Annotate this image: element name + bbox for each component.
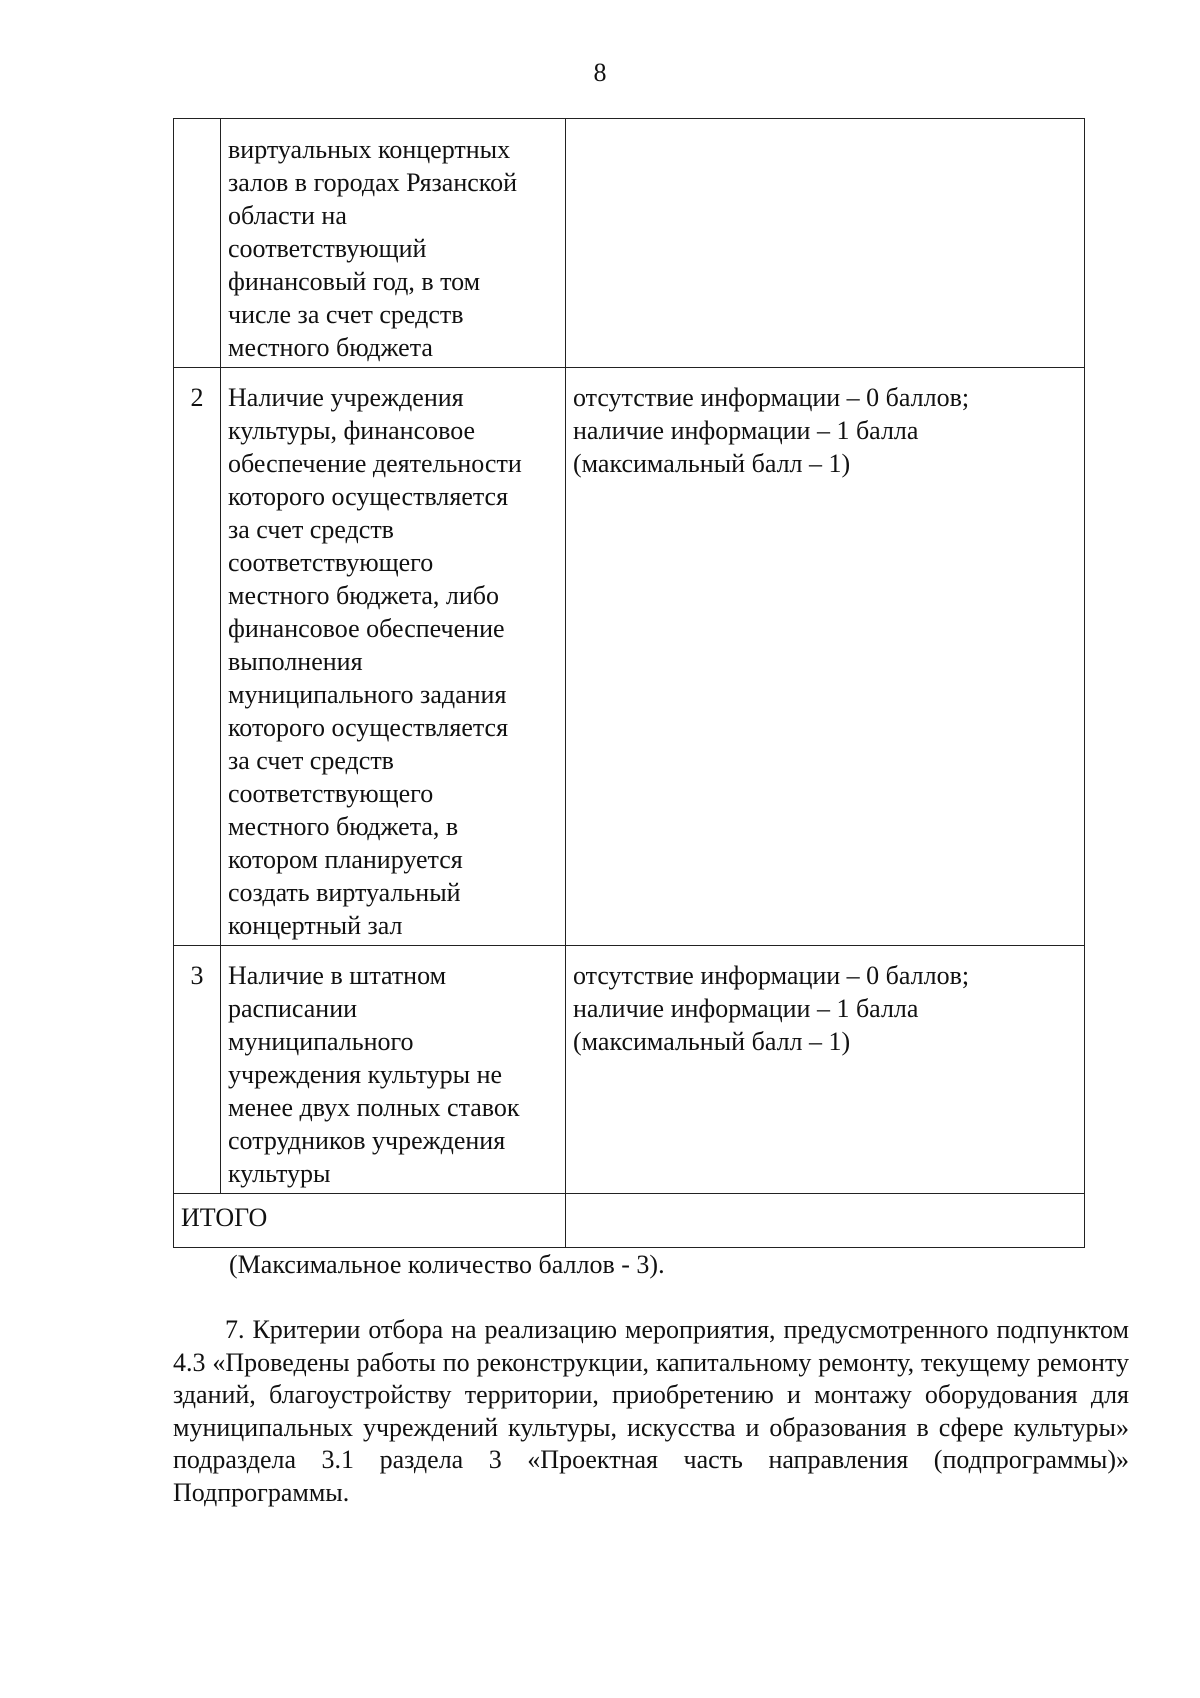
- page-number: 8: [593, 58, 607, 87]
- score-text: отсутствие информации – 0 баллов; наличие информации – 1 балла (максимальный балл – 1): [566, 946, 1085, 1194]
- total-row: [174, 1194, 1085, 1248]
- total-value: [566, 1194, 1085, 1248]
- table-row: [174, 368, 1085, 946]
- criterion-text: виртуальных концертных залов в городах Рязанской области на соответствующий финансовый год, в том числе за счет средств местного бюджета: [221, 119, 566, 368]
- criteria-table: [173, 118, 1085, 1248]
- row-number: 2: [174, 368, 221, 946]
- section-7-paragraph: 7. Критерии отбора на реализацию мероприятия, предусмотренного подпунктом 4.3 «Проведены работы по реконструкции, капитальному ремонту, текущему ремонту зданий, благоустройству территории, приобретению и монтажу оборудования для муниципальных учреждений культуры, искусства и образования в сфере культуры» подраздела 3.1 раздела 3 «Проектная часть направления (подпрограммы)» Подпрограммы.: [173, 1315, 1129, 1507]
- criterion-text: Наличие учреждения культуры, финансовое обеспечение деятельности которого осуществляется за счет средств соответствующего местного бюджета, либо финансовое обеспечение выполнения муниципального задания которого осуществляется за счет средств соответствующего местного бюджета, в котором планируется создать виртуальный концертный зал: [221, 368, 566, 946]
- table-row: [174, 946, 1085, 1194]
- row-number: 3: [174, 946, 221, 1194]
- total-label: ИТОГО: [174, 1194, 566, 1248]
- max-score-note: (Максимальное количество баллов - 3).: [229, 1250, 665, 1279]
- criterion-text: Наличие в штатном расписании муниципального учреждения культуры не менее двух полных ставок сотрудников учреждения культуры: [221, 946, 566, 1194]
- score-text: [566, 119, 1085, 368]
- score-text: отсутствие информации – 0 баллов; наличие информации – 1 балла (максимальный балл – 1): [566, 368, 1085, 946]
- table-row: [174, 119, 1085, 368]
- row-number: [174, 119, 221, 368]
